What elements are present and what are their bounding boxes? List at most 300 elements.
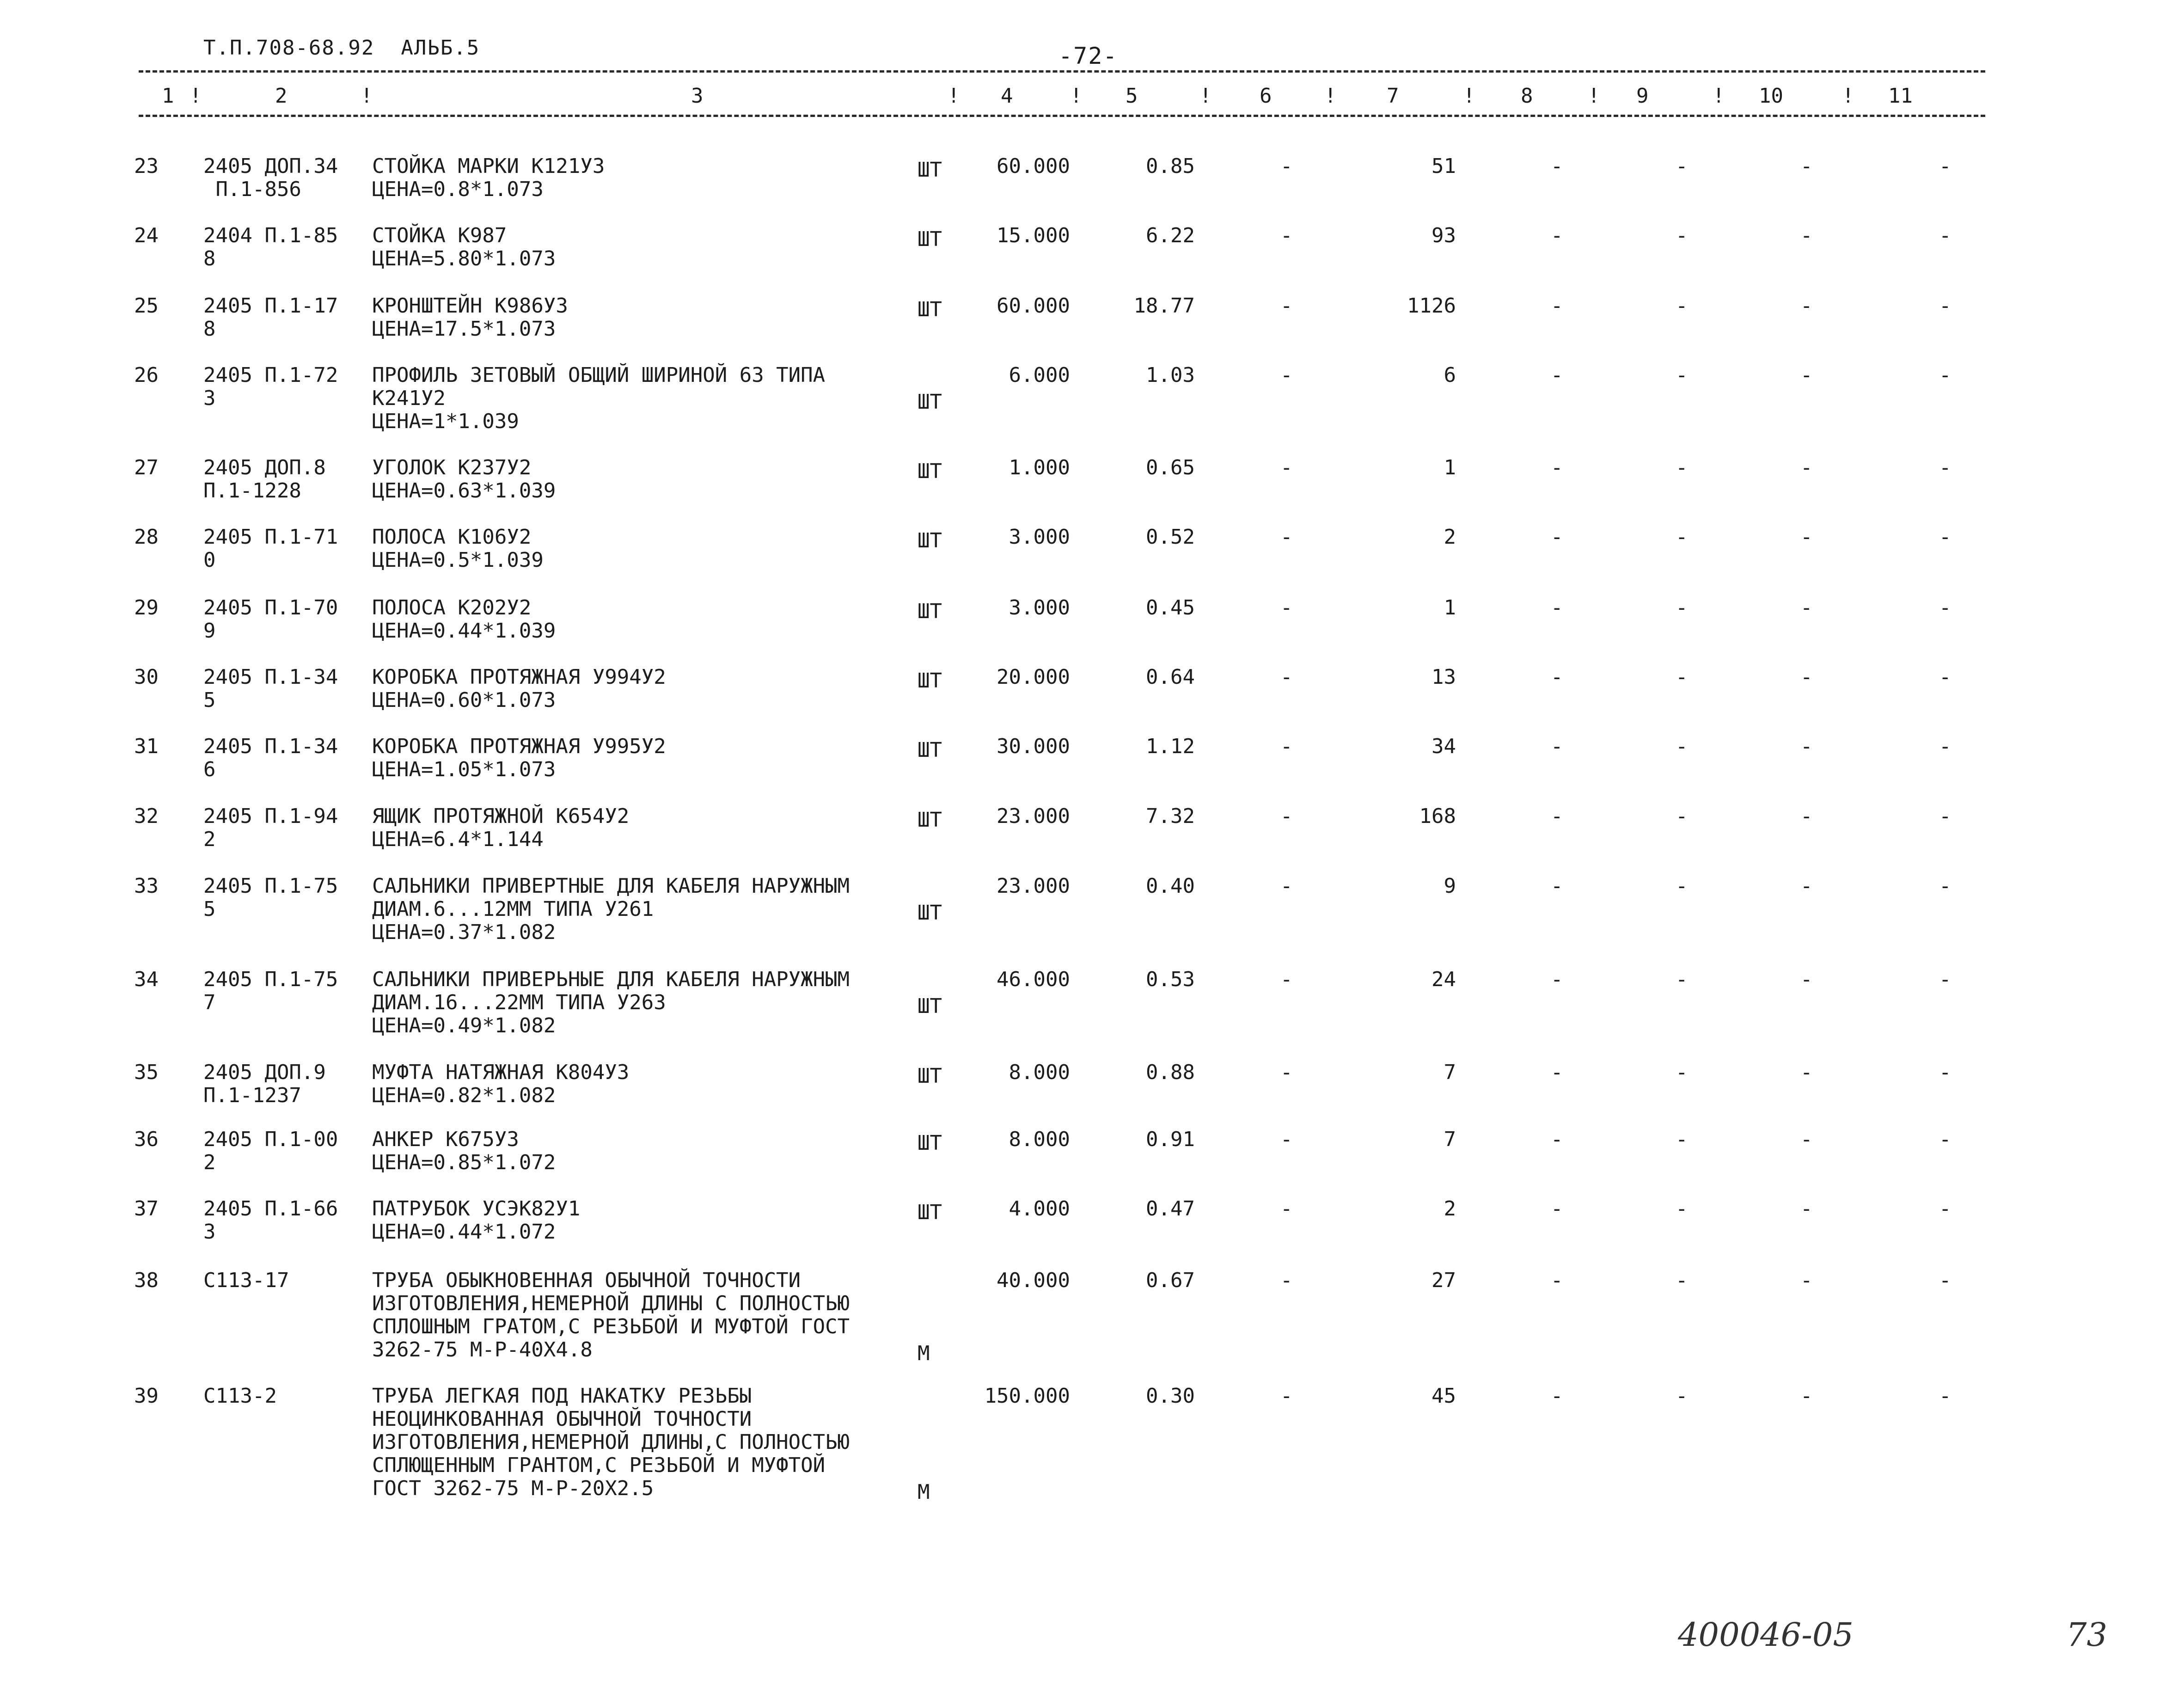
quantity-value: 30.000 — [997, 735, 1070, 758]
item-description-line: ЦЕНА=5.80*1.073 — [372, 247, 556, 270]
col11-value: - — [1939, 1128, 1952, 1151]
price-code — [203, 1128, 338, 1174]
row-number: 31 — [134, 735, 159, 758]
price-code-line: 5 — [203, 897, 216, 921]
item-description — [372, 456, 556, 503]
col8-value: - — [1551, 294, 1563, 318]
col9-value: - — [1676, 968, 1688, 991]
item-description-line: ЦЕНА=17.5*1.073 — [372, 317, 556, 341]
unit-of-measure: ШТ — [918, 298, 942, 321]
col-header-2: 2 — [275, 84, 288, 108]
col-header-5: 5 — [1126, 84, 1138, 108]
col9-value: - — [1676, 525, 1688, 549]
col6-value: - — [1280, 804, 1293, 828]
price-code — [203, 456, 326, 503]
col10-value: - — [1800, 1269, 1813, 1292]
col6-value: - — [1280, 1128, 1293, 1151]
col-separator: ! — [190, 84, 202, 108]
item-description — [372, 224, 556, 270]
document-code: Т.П.708-68.92 АЛЬБ.5 — [203, 36, 480, 60]
quantity-value: 20.000 — [997, 665, 1070, 689]
archive-stamp-code: 400046-05 — [1678, 1616, 1854, 1654]
col8-value: - — [1551, 525, 1563, 549]
row-number: 36 — [134, 1128, 159, 1151]
price-code-line: 2405 П.1-72 — [203, 363, 338, 387]
item-description-line: ЯЩИК ПРОТЯЖНОЙ К654У2 — [372, 804, 630, 828]
price-code-line: 2405 ДОП.8 — [203, 456, 326, 479]
col11-value: - — [1939, 1061, 1952, 1084]
col10-value: - — [1800, 735, 1813, 758]
col6-value: - — [1280, 735, 1293, 758]
row-number: 26 — [134, 363, 159, 387]
col8-value: - — [1551, 1384, 1563, 1408]
col6-value: - — [1280, 525, 1293, 549]
quantity-value: 6.000 — [1009, 363, 1070, 387]
unit-of-measure: М — [918, 1480, 930, 1504]
col-separator: ! — [1842, 84, 1854, 108]
total-cost-value: 1126 — [1407, 294, 1456, 318]
price-code-line: 2405 П.1-94 — [203, 804, 338, 828]
unit-of-measure: ШТ — [918, 901, 942, 925]
col6-value: - — [1280, 968, 1293, 991]
item-description-line: К241У2 — [372, 386, 446, 410]
col8-value: - — [1551, 968, 1563, 991]
price-code-line: 2405 П.1-71 — [203, 525, 338, 549]
total-cost-value: 7 — [1444, 1061, 1456, 1084]
total-cost-value: 34 — [1432, 735, 1456, 758]
col8-value: - — [1551, 804, 1563, 828]
col10-value: - — [1800, 804, 1813, 828]
price-code-line: С113-17 — [203, 1269, 289, 1292]
item-description-line: ЦЕНА=0.5*1.039 — [372, 548, 544, 572]
item-description-line: ДИАМ.6...12ММ ТИПА У261 — [372, 897, 654, 921]
col-header-3: 3 — [691, 84, 704, 108]
item-description-line: КОРОБКА ПРОТЯЖНАЯ У994У2 — [372, 665, 666, 689]
table-header-rule — [139, 115, 1985, 117]
col-header-9: 9 — [1636, 84, 1649, 108]
price-code — [203, 666, 338, 712]
col-header-6: 6 — [1260, 84, 1272, 108]
item-description-line: СПЛЮЩЕННЫМ ГРАНТОМ,С РЕЗЬБОЙ И МУФТОЙ — [372, 1454, 826, 1477]
col6-value: - — [1280, 1269, 1293, 1292]
col-separator: ! — [1463, 84, 1475, 108]
total-cost-value: 24 — [1432, 968, 1456, 991]
col11-value: - — [1939, 224, 1952, 247]
col10-value: - — [1800, 456, 1813, 479]
item-description-line: КРОНШТЕЙН К986У3 — [372, 294, 568, 318]
unit-price-value: 1.03 — [1146, 363, 1195, 387]
page-number: -72- — [1058, 43, 1118, 69]
col9-value: - — [1676, 154, 1688, 178]
col9-value: - — [1676, 1061, 1688, 1084]
unit-of-measure: ШТ — [918, 600, 942, 623]
col8-value: - — [1551, 596, 1563, 620]
item-description — [372, 155, 605, 201]
row-number: 32 — [134, 804, 159, 828]
col10-value: - — [1800, 154, 1813, 178]
col9-value: - — [1676, 1384, 1688, 1408]
col11-value: - — [1939, 1197, 1952, 1221]
unit-price-value: 0.85 — [1146, 154, 1195, 178]
row-number: 39 — [134, 1384, 159, 1408]
unit-price-value: 18.77 — [1133, 294, 1195, 318]
col8-value: - — [1551, 456, 1563, 479]
item-description — [372, 735, 666, 781]
total-cost-value: 93 — [1432, 224, 1456, 247]
price-code — [203, 1385, 277, 1408]
item-description-line: ЦЕНА=0.44*1.072 — [372, 1220, 556, 1244]
price-code — [203, 526, 338, 572]
col11-value: - — [1939, 596, 1952, 620]
item-description-line: ТРУБА ЛЕГКАЯ ПОД НАКАТКУ РЕЗЬБЫ — [372, 1384, 752, 1408]
price-code — [203, 1269, 289, 1292]
quantity-value: 23.000 — [997, 874, 1070, 898]
price-code-line: П.1-1228 — [203, 479, 301, 503]
quantity-value: 60.000 — [997, 294, 1070, 318]
col11-value: - — [1939, 525, 1952, 549]
item-description-line: УГОЛОК К237У2 — [372, 456, 532, 479]
price-code-line: 2405 П.1-00 — [203, 1128, 338, 1151]
col10-value: - — [1800, 525, 1813, 549]
item-description-line: ПРОФИЛЬ ЗЕТОВЫЙ ОБЩИЙ ШИРИНОЙ 63 ТИПА — [372, 363, 826, 387]
quantity-value: 46.000 — [997, 968, 1070, 991]
row-number: 29 — [134, 596, 159, 620]
col9-value: - — [1676, 1128, 1688, 1151]
total-cost-value: 168 — [1419, 804, 1456, 828]
price-code — [203, 875, 338, 921]
col6-value: - — [1280, 1061, 1293, 1084]
item-description-line: ЦЕНА=1*1.039 — [372, 410, 519, 433]
col10-value: - — [1800, 1128, 1813, 1151]
col-header-4: 4 — [1001, 84, 1013, 108]
quantity-value: 60.000 — [997, 154, 1070, 178]
item-description-line: ЦЕНА=0.82*1.082 — [372, 1084, 556, 1107]
col-separator: ! — [948, 84, 960, 108]
item-description — [372, 968, 850, 1037]
item-description-line: ЦЕНА=0.63*1.039 — [372, 479, 556, 503]
total-cost-value: 51 — [1432, 154, 1456, 178]
col-separator: ! — [1199, 84, 1212, 108]
row-number: 30 — [134, 665, 159, 689]
col-header-11: 11 — [1888, 84, 1913, 108]
item-description — [372, 875, 850, 944]
col-separator: ! — [1324, 84, 1337, 108]
col8-value: - — [1551, 735, 1563, 758]
col10-value: - — [1800, 596, 1813, 620]
col6-value: - — [1280, 154, 1293, 178]
unit-of-measure: ШТ — [918, 390, 942, 414]
col10-value: - — [1800, 968, 1813, 991]
col10-value: - — [1800, 294, 1813, 318]
price-code-line: 9 — [203, 619, 216, 643]
item-description-line: ЦЕНА=6.4*1.144 — [372, 828, 544, 851]
total-cost-value: 6 — [1444, 363, 1456, 387]
item-description-line: СТОЙКА К987 — [372, 224, 507, 247]
item-description — [372, 364, 825, 433]
item-description-line: ЦЕНА=0.85*1.072 — [372, 1151, 556, 1174]
quantity-value: 150.000 — [984, 1384, 1070, 1408]
price-code — [203, 735, 338, 781]
col10-value: - — [1800, 874, 1813, 898]
total-cost-value: 1 — [1444, 596, 1456, 620]
col9-value: - — [1676, 363, 1688, 387]
price-code-line: 2405 П.1-34 — [203, 735, 338, 758]
unit-price-value: 0.67 — [1146, 1269, 1195, 1292]
col9-value: - — [1676, 665, 1688, 689]
total-cost-value: 2 — [1444, 525, 1456, 549]
price-code-line: 2 — [203, 1151, 216, 1174]
unit-of-measure: ШТ — [918, 1131, 942, 1155]
item-description-line: СПЛОШНЫМ ГРАТОМ,С РЕЗЬБОЙ И МУФТОЙ ГОСТ — [372, 1315, 850, 1338]
col-separator: ! — [361, 84, 373, 108]
item-description — [372, 1269, 850, 1362]
col11-value: - — [1939, 665, 1952, 689]
col10-value: - — [1800, 363, 1813, 387]
col9-value: - — [1676, 735, 1688, 758]
unit-price-value: 0.88 — [1146, 1061, 1195, 1084]
col6-value: - — [1280, 665, 1293, 689]
col11-value: - — [1939, 804, 1952, 828]
price-code-line: 2405 ДОП.9 — [203, 1061, 326, 1084]
row-number: 33 — [134, 874, 159, 898]
total-cost-value: 13 — [1432, 665, 1456, 689]
col9-value: - — [1676, 224, 1688, 247]
col6-value: - — [1280, 294, 1293, 318]
quantity-value: 3.000 — [1009, 596, 1070, 620]
item-description-line: САЛЬНИКИ ПРИВЕРТНЫЕ ДЛЯ КАБЕЛЯ НАРУЖНЫМ — [372, 874, 850, 898]
unit-price-value: 0.65 — [1146, 456, 1195, 479]
unit-price-value: 0.47 — [1146, 1197, 1195, 1221]
price-code — [203, 224, 338, 270]
price-code-line: 2405 ДОП.34 — [203, 154, 338, 178]
col8-value: - — [1551, 224, 1563, 247]
col6-value: - — [1280, 1197, 1293, 1221]
item-description-line: КОРОБКА ПРОТЯЖНАЯ У995У2 — [372, 735, 666, 758]
quantity-value: 8.000 — [1009, 1128, 1070, 1151]
col8-value: - — [1551, 154, 1563, 178]
quantity-value: 3.000 — [1009, 525, 1070, 549]
price-code — [203, 805, 338, 851]
row-number: 37 — [134, 1197, 159, 1221]
col8-value: - — [1551, 1061, 1563, 1084]
price-code-line: 2405 П.1-75 — [203, 874, 338, 898]
total-cost-value: 9 — [1444, 874, 1456, 898]
unit-of-measure: ШТ — [918, 994, 942, 1018]
price-code — [203, 1061, 326, 1107]
row-number: 34 — [134, 968, 159, 991]
unit-of-measure: ШТ — [918, 227, 942, 251]
col9-value: - — [1676, 874, 1688, 898]
col6-value: - — [1280, 1384, 1293, 1408]
col6-value: - — [1280, 224, 1293, 247]
item-description-line: ЦЕНА=0.49*1.082 — [372, 1014, 556, 1037]
price-code-line: С113-2 — [203, 1384, 277, 1408]
unit-price-value: 0.53 — [1146, 968, 1195, 991]
col-separator: ! — [1070, 84, 1083, 108]
price-code — [203, 364, 338, 410]
unit-of-measure: ШТ — [918, 1064, 942, 1088]
price-code-line: 2405 П.1-66 — [203, 1197, 338, 1221]
unit-of-measure: ШТ — [918, 158, 942, 182]
item-description — [372, 596, 556, 643]
price-code — [203, 968, 338, 1014]
col-header-8: 8 — [1521, 84, 1533, 108]
item-description-line: ЦЕНА=0.60*1.073 — [372, 688, 556, 712]
col-separator: ! — [1713, 84, 1725, 108]
row-number: 28 — [134, 525, 159, 549]
col-separator: ! — [1588, 84, 1600, 108]
unit-of-measure: ШТ — [918, 529, 942, 552]
col6-value: - — [1280, 874, 1293, 898]
col9-value: - — [1676, 596, 1688, 620]
row-number: 38 — [134, 1269, 159, 1292]
quantity-value: 8.000 — [1009, 1061, 1070, 1084]
unit-price-value: 0.64 — [1146, 665, 1195, 689]
unit-of-measure: ШТ — [918, 669, 942, 693]
unit-price-value: 0.40 — [1146, 874, 1195, 898]
quantity-value: 4.000 — [1009, 1197, 1070, 1221]
quantity-value: 1.000 — [1009, 456, 1070, 479]
unit-of-measure: М — [918, 1342, 930, 1365]
row-number: 25 — [134, 294, 159, 318]
item-description-line: 3262-75 М-Р-40Х4.8 — [372, 1338, 593, 1362]
price-code-line: 8 — [203, 247, 216, 270]
item-description — [372, 666, 666, 712]
item-description-line: ПОЛОСА К202У2 — [372, 596, 532, 620]
unit-of-measure: ШТ — [918, 1201, 942, 1224]
unit-price-value: 0.91 — [1146, 1128, 1195, 1151]
item-description-line: ЦЕНА=0.8*1.073 — [372, 178, 544, 201]
col11-value: - — [1939, 1384, 1952, 1408]
col8-value: - — [1551, 665, 1563, 689]
price-code-line: 8 — [203, 317, 216, 341]
row-number: 27 — [134, 456, 159, 479]
item-description — [372, 526, 544, 572]
item-description-line: ИЗГОТОВЛЕНИЯ,НЕМЕРНОЙ ДЛИНЫ,С ПОЛНОСТЬЮ — [372, 1430, 850, 1454]
col11-value: - — [1939, 363, 1952, 387]
item-description — [372, 294, 568, 341]
price-code-line: 5 — [203, 688, 216, 712]
unit-of-measure: ШТ — [918, 738, 942, 762]
item-description-line: МУФТА НАТЯЖНАЯ К804У3 — [372, 1061, 630, 1084]
price-code — [203, 155, 338, 201]
price-code — [203, 1197, 338, 1244]
col6-value: - — [1280, 363, 1293, 387]
unit-price-value: 1.12 — [1146, 735, 1195, 758]
item-description-line: ДИАМ.16...22ММ ТИПА У263 — [372, 991, 666, 1014]
price-code-line: 2405 П.1-34 — [203, 665, 338, 689]
col11-value: - — [1939, 456, 1952, 479]
item-description — [372, 1197, 580, 1244]
price-code-line: 0 — [203, 548, 216, 572]
col10-value: - — [1800, 1061, 1813, 1084]
col8-value: - — [1551, 874, 1563, 898]
price-code-line: 6 — [203, 758, 216, 781]
col-header-10: 10 — [1759, 84, 1783, 108]
col11-value: - — [1939, 294, 1952, 318]
col9-value: - — [1676, 456, 1688, 479]
col11-value: - — [1939, 1269, 1952, 1292]
item-description-line: ЦЕНА=0.37*1.082 — [372, 920, 556, 944]
unit-price-value: 6.22 — [1146, 224, 1195, 247]
col11-value: - — [1939, 874, 1952, 898]
col8-value: - — [1551, 1269, 1563, 1292]
col10-value: - — [1800, 1197, 1813, 1221]
price-code-line: 2405 П.1-70 — [203, 596, 338, 620]
unit-price-value: 0.52 — [1146, 525, 1195, 549]
item-description-line: СТОЙКА МАРКИ К121У3 — [372, 154, 605, 178]
col11-value: - — [1939, 735, 1952, 758]
col9-value: - — [1676, 1269, 1688, 1292]
item-description — [372, 1061, 629, 1107]
col8-value: - — [1551, 363, 1563, 387]
item-description-line: НЕОЦИНКОВАННАЯ ОБЫЧНОЙ ТОЧНОСТИ — [372, 1407, 752, 1431]
col8-value: - — [1551, 1128, 1563, 1151]
price-code-line: 3 — [203, 386, 216, 410]
item-description-line: ЦЕНА=1.05*1.073 — [372, 758, 556, 781]
col11-value: - — [1939, 154, 1952, 178]
total-cost-value: 27 — [1432, 1269, 1456, 1292]
row-number: 35 — [134, 1061, 159, 1084]
unit-of-measure: ШТ — [918, 460, 942, 483]
col8-value: - — [1551, 1197, 1563, 1221]
unit-price-value: 7.32 — [1146, 804, 1195, 828]
quantity-value: 40.000 — [997, 1269, 1070, 1292]
price-code-line: 2 — [203, 828, 216, 851]
col-header-7: 7 — [1387, 84, 1399, 108]
price-code-line: 2405 П.1-17 — [203, 294, 338, 318]
total-cost-value: 2 — [1444, 1197, 1456, 1221]
item-description-line: ГОСТ 3262-75 М-Р-20Х2.5 — [372, 1477, 654, 1500]
table-top-rule — [139, 70, 1985, 73]
price-code-line: 3 — [203, 1220, 216, 1244]
col9-value: - — [1676, 804, 1688, 828]
unit-of-measure: ШТ — [918, 808, 942, 832]
row-number: 23 — [134, 154, 159, 178]
item-description-line: ПАТРУБОК УСЭК82У1 — [372, 1197, 581, 1221]
price-code-line: 7 — [203, 991, 216, 1014]
price-code — [203, 596, 338, 643]
col10-value: - — [1800, 665, 1813, 689]
col10-value: - — [1800, 1384, 1813, 1408]
unit-price-value: 0.45 — [1146, 596, 1195, 620]
item-description — [372, 1385, 850, 1500]
unit-price-value: 0.30 — [1146, 1384, 1195, 1408]
item-description-line: САЛЬНИКИ ПРИВЕРЬНЫЕ ДЛЯ КАБЕЛЯ НАРУЖНЫМ — [372, 968, 850, 991]
col6-value: - — [1280, 596, 1293, 620]
col10-value: - — [1800, 224, 1813, 247]
item-description — [372, 805, 629, 851]
item-description — [372, 1128, 556, 1174]
col-header-1: 1 — [162, 84, 174, 108]
total-cost-value: 7 — [1444, 1128, 1456, 1151]
item-description-line: АНКЕР К675У3 — [372, 1128, 519, 1151]
col6-value: - — [1280, 456, 1293, 479]
price-code-line: П.1-1237 — [203, 1084, 301, 1107]
row-number: 24 — [134, 224, 159, 247]
price-code-line: 2405 П.1-75 — [203, 968, 338, 991]
col9-value: - — [1676, 1197, 1688, 1221]
col11-value: - — [1939, 968, 1952, 991]
total-cost-value: 1 — [1444, 456, 1456, 479]
item-description-line: ЦЕНА=0.44*1.039 — [372, 619, 556, 643]
item-description-line: ПОЛОСА К106У2 — [372, 525, 532, 549]
price-code — [203, 294, 338, 341]
price-code-line: 2404 П.1-85 — [203, 224, 338, 247]
total-cost-value: 45 — [1432, 1384, 1456, 1408]
quantity-value: 15.000 — [997, 224, 1070, 247]
sheet-number: 73 — [2066, 1616, 2108, 1654]
